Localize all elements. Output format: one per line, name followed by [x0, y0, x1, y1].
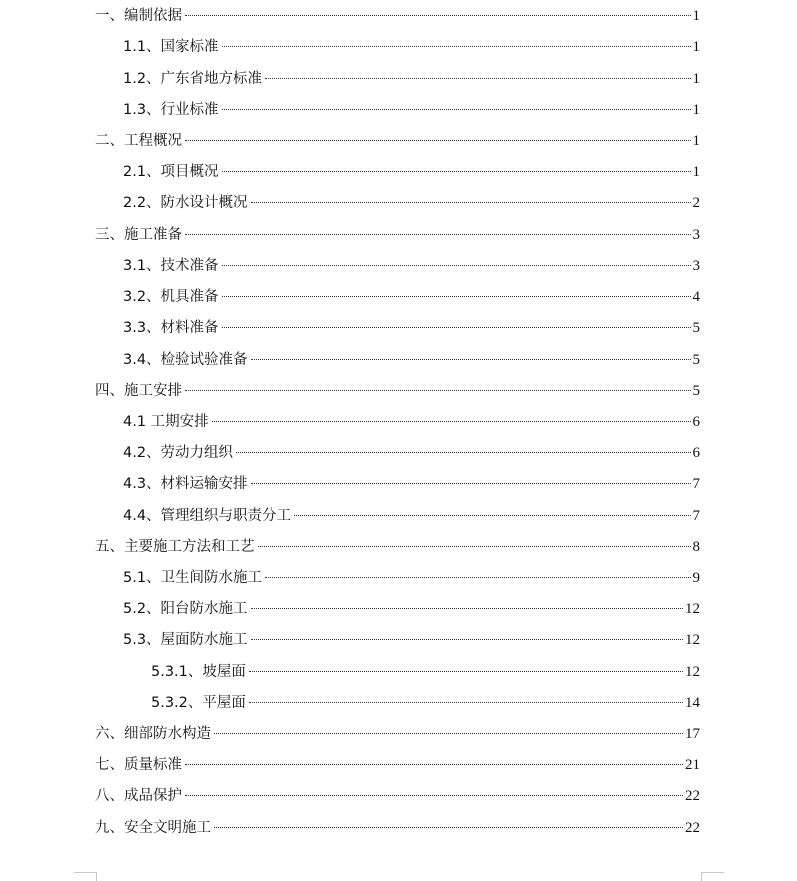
dot-leader: [251, 608, 683, 609]
dot-leader: [185, 15, 691, 16]
page-corner-mark-right: [701, 872, 724, 881]
toc-entry-page: 22: [685, 820, 700, 836]
toc-entry-title: 5.3.2、平屋面: [151, 695, 246, 711]
toc-entry-title: 3.1、技术准备: [123, 258, 219, 274]
dot-leader: [185, 764, 683, 765]
toc-entry-page: 1: [692, 133, 700, 149]
toc-entry-title: 3.4、检验试验准备: [123, 352, 248, 368]
toc-entry-page: 1: [692, 102, 700, 118]
dot-leader: [214, 733, 683, 734]
toc-entry-title: 四、施工安排: [95, 383, 182, 399]
toc-entry-page: 6: [692, 414, 700, 430]
dot-leader: [251, 639, 683, 640]
toc-entry[interactable]: [123, 474, 700, 494]
toc-entry-page: 8: [692, 539, 700, 555]
toc-entry-page: 21: [685, 757, 700, 773]
toc-entry-title: 5.3、屋面防水施工: [123, 632, 248, 648]
dot-leader: [214, 827, 683, 828]
toc-entry[interactable]: [123, 69, 700, 89]
dot-leader: [249, 702, 683, 703]
toc-entry[interactable]: [151, 693, 700, 713]
toc-entry-page: 1: [692, 39, 700, 55]
toc-entry[interactable]: [123, 100, 700, 120]
dot-leader: [185, 234, 691, 235]
dot-leader: [251, 483, 691, 484]
toc-entry-page: 12: [685, 632, 700, 648]
toc-entry[interactable]: [151, 662, 700, 682]
toc-entry-page: 5: [692, 320, 700, 336]
toc-entry-title: 4.3、材料运输安排: [123, 476, 248, 492]
dot-leader: [222, 171, 691, 172]
toc-entry-title: 2.1、项目概况: [123, 164, 219, 180]
dot-leader: [251, 359, 691, 360]
dot-leader: [222, 46, 691, 47]
toc-entry[interactable]: [123, 318, 700, 338]
toc-entry-title: 一、编制依据: [95, 8, 182, 24]
toc-entry[interactable]: [123, 256, 700, 276]
toc-entry[interactable]: [95, 786, 700, 806]
dot-leader: [185, 390, 691, 391]
toc-entry[interactable]: [123, 37, 700, 57]
toc-entry-title: 1.3、行业标准: [123, 102, 219, 118]
toc-entry[interactable]: [123, 568, 700, 588]
page-corner-mark-left: [74, 872, 97, 881]
toc-entry-title: 3.2、机具准备: [123, 289, 219, 305]
toc-entry-title: 4.1 工期安排: [123, 414, 209, 430]
toc-entry-title: 4.4、管理组织与职责分工: [123, 508, 292, 524]
toc-entry-page: 3: [692, 227, 700, 243]
toc-entry[interactable]: [95, 724, 700, 744]
dot-leader: [212, 421, 691, 422]
toc-entry-title: 3.3、材料准备: [123, 320, 219, 336]
dot-leader: [222, 296, 691, 297]
toc-entry-page: 1: [692, 71, 700, 87]
toc-entry-title: 八、成品保护: [95, 788, 182, 804]
toc-entry[interactable]: [123, 162, 700, 182]
dot-leader: [185, 795, 683, 796]
toc-entry[interactable]: [95, 6, 700, 26]
toc-entry[interactable]: [123, 599, 700, 619]
toc-entry[interactable]: [95, 381, 700, 401]
toc-entry[interactable]: [123, 193, 700, 213]
toc-entry-title: 5.2、阳台防水施工: [123, 601, 248, 617]
toc-entry[interactable]: [123, 412, 700, 432]
dot-leader: [294, 515, 690, 516]
toc-entry-title: 七、质量标准: [95, 757, 182, 773]
toc-entry-page: 4: [692, 289, 700, 305]
toc-entry-title: 2.2、防水设计概况: [123, 195, 248, 211]
toc-entry-page: 12: [685, 601, 700, 617]
toc-entry-page: 7: [692, 508, 700, 524]
dot-leader: [251, 202, 691, 203]
toc-entry-page: 5: [692, 352, 700, 368]
toc-entry-page: 1: [692, 164, 700, 180]
dot-leader: [185, 140, 691, 141]
toc-entry-page: 5: [692, 383, 700, 399]
toc-entry-page: 22: [685, 788, 700, 804]
toc-entry-title: 三、施工准备: [95, 227, 182, 243]
toc-entry-title: 5.3.1、坡屋面: [151, 664, 246, 680]
dot-leader: [265, 577, 690, 578]
toc-entry-title: 5.1、卫生间防水施工: [123, 570, 263, 586]
toc-entry-title: 五、主要施工方法和工艺: [95, 539, 255, 555]
toc-entry-title: 1.2、广东省地方标准: [123, 71, 263, 87]
toc-entry[interactable]: [95, 755, 700, 775]
toc-entry-page: 14: [685, 695, 700, 711]
toc-entry[interactable]: [95, 131, 700, 151]
toc-entry[interactable]: [123, 630, 700, 650]
toc-entry-title: 1.1、国家标准: [123, 39, 219, 55]
dot-leader: [265, 78, 690, 79]
toc-entry[interactable]: [123, 443, 700, 463]
toc-entry-page: 17: [685, 726, 700, 742]
toc-entry[interactable]: [95, 537, 700, 557]
toc-entry[interactable]: [95, 225, 700, 245]
dot-leader: [222, 109, 691, 110]
toc-entry-page: 9: [692, 570, 700, 586]
toc-entry[interactable]: [95, 818, 700, 838]
toc-entry-title: 二、工程概况: [95, 133, 182, 149]
toc-entry-title: 4.2、劳动力组织: [123, 445, 234, 461]
toc-entry-page: 7: [692, 476, 700, 492]
toc-entry[interactable]: [123, 287, 700, 307]
toc-entry-title: 六、细部防水构造: [95, 726, 211, 742]
dot-leader: [222, 265, 691, 266]
toc-entry[interactable]: [123, 506, 700, 526]
toc-entry-page: 3: [692, 258, 700, 274]
toc-entry-page: 6: [692, 445, 700, 461]
dot-leader: [258, 546, 691, 547]
toc-entry-title: 九、安全文明施工: [95, 820, 211, 836]
toc-entry-page: 12: [685, 664, 700, 680]
dot-leader: [236, 452, 690, 453]
toc-entry[interactable]: [123, 350, 700, 370]
dot-leader: [249, 671, 683, 672]
dot-leader: [222, 327, 691, 328]
toc-entry-page: 2: [692, 195, 700, 211]
toc-entry-page: 1: [692, 8, 700, 24]
